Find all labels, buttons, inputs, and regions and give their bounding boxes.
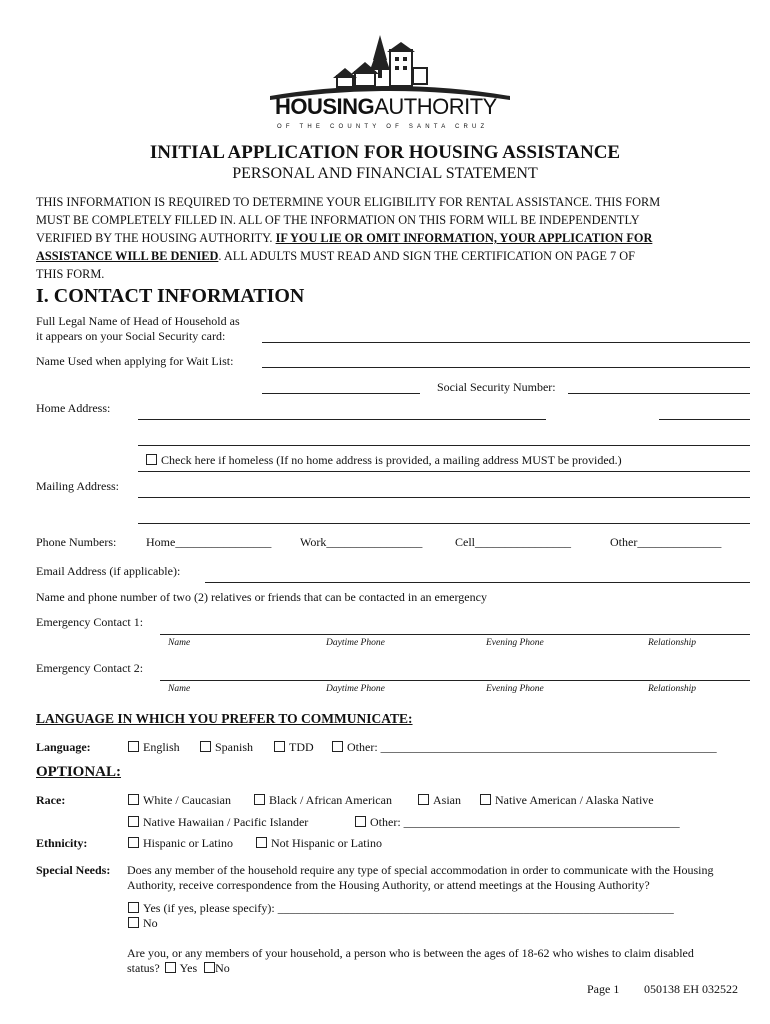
page-title: INITIAL APPLICATION FOR HOUSING ASSISTANCE: [149, 142, 621, 163]
ec1-col-evening: Evening Phone: [486, 638, 544, 648]
special-needs-question-1: Does any member of the household require any type of special accommodation in order to communicate with the Housing: [127, 863, 714, 877]
language-heading: LANGUAGE IN WHICH YOU PREFER TO COMMUNICATE:: [36, 711, 413, 726]
home-phone-field[interactable]: Home________________: [146, 535, 272, 549]
mailing-address-line2-field[interactable]: [138, 523, 750, 524]
black-checkbox[interactable]: [254, 794, 265, 805]
intro-warning-2: ASSISTANCE WILL BE DENIED: [36, 249, 219, 263]
disabled-no-label: No: [215, 961, 230, 975]
tdd-label: TDD: [289, 740, 314, 754]
spanish-checkbox[interactable]: [200, 741, 211, 752]
intro-line-1: THIS INFORMATION IS REQUIRED TO DETERMINE YOUR ELIGIBILITY FOR RENTAL ASSISTANCE. THIS FORM: [36, 195, 661, 209]
other-race-checkbox[interactable]: [355, 816, 366, 827]
special-no-label: No: [143, 916, 158, 930]
intro-line-2: MUST BE COMPLETELY FILLED IN. ALL OF THE INFORMATION ON THIS FORM WILL BE INDEPENDENTLY: [36, 213, 640, 227]
disabled-question-2: status?: [127, 961, 160, 975]
homeless-checkbox[interactable]: [146, 454, 157, 465]
not-hispanic-label: Not Hispanic or Latino: [271, 836, 382, 850]
legal-name-label-2: it appears on your Social Security card:: [36, 329, 226, 343]
ec2-col-daytime: Daytime Phone: [326, 684, 385, 694]
homeless-label: Check here if homeless (If no home address is provided, a mailing address MUST be provided.): [161, 453, 622, 467]
hawaiian-checkbox[interactable]: [128, 816, 139, 827]
homeless-line: [138, 471, 750, 472]
other-phone-field[interactable]: Other______________: [610, 535, 722, 549]
tdd-checkbox[interactable]: [274, 741, 285, 752]
ec2-col-relationship: Relationship: [648, 684, 697, 694]
hawaiian-label: Native Hawaiian / Pacific Islander: [143, 815, 309, 829]
ec1-col-relationship: Relationship: [648, 638, 697, 648]
optional-heading: OPTIONAL:: [36, 764, 122, 780]
waitlist-name-label: Name Used when applying for Wait List:: [36, 354, 234, 368]
not-hispanic-checkbox[interactable]: [256, 837, 267, 848]
intro-line-5: THIS FORM.: [36, 267, 105, 281]
intro-warning-1: IF YOU LIE OR OMIT INFORMATION, YOUR APPLICATION FOR: [275, 231, 653, 245]
ec1-col-name: Name: [168, 638, 191, 648]
ssn-field[interactable]: [568, 393, 750, 394]
emergency-contact-1-label: Emergency Contact 1:: [36, 615, 144, 629]
home-address-line2-field[interactable]: [138, 445, 750, 446]
mailing-address-label: Mailing Address:: [36, 479, 119, 493]
white-checkbox[interactable]: [128, 794, 139, 805]
special-yes-checkbox[interactable]: [128, 902, 139, 913]
white-label: White / Caucasian: [143, 793, 231, 807]
extra-name-field[interactable]: [262, 393, 420, 394]
legal-name-field[interactable]: [262, 342, 750, 343]
work-phone-field[interactable]: Work________________: [300, 535, 423, 549]
ec1-col-daytime: Daytime Phone: [326, 638, 385, 648]
ec2-col-evening: Evening Phone: [486, 684, 544, 694]
section-heading-contact: I. CONTACT INFORMATION: [36, 285, 305, 307]
page-subtitle: PERSONAL AND FINANCIAL STATEMENT: [232, 165, 538, 182]
intro-paragraph: [36, 193, 748, 283]
phone-numbers-label: Phone Numbers:: [36, 535, 117, 549]
logo-subtitle: OF THE COUNTY OF SANTA CRUZ: [277, 124, 489, 130]
intro-line-3a: VERIFIED BY THE HOUSING AUTHORITY.: [36, 231, 276, 245]
waitlist-name-field[interactable]: [262, 367, 750, 368]
emergency-contact-2-field[interactable]: [160, 680, 750, 681]
home-address-label: Home Address:: [36, 401, 111, 415]
race-label: Race:: [36, 793, 66, 807]
email-label: Email Address (if applicable):: [36, 564, 181, 578]
disabled-no-checkbox[interactable]: [204, 962, 215, 973]
intro-line-4b: . ALL ADULTS MUST READ AND SIGN THE CERTIFICATION ON PAGE 7 OF: [218, 249, 635, 263]
hispanic-label: Hispanic or Latino: [143, 836, 233, 850]
spanish-label: Spanish: [215, 740, 254, 754]
mailing-address-field[interactable]: [138, 497, 750, 498]
page-number: Page 1: [587, 982, 620, 996]
language-label: Language:: [36, 740, 91, 754]
housing-authority-logo: [255, 30, 525, 135]
ec2-col-name: Name: [168, 684, 191, 694]
disabled-question-1: Are you, or any members of your household, a person who is between the ages of 18-62 who wishes to claim disabled: [127, 946, 694, 960]
home-address-field[interactable]: [138, 419, 546, 420]
special-needs-question-2: Authority, receive correspondence from the Housing Authority, or attend meetings at the Housing Authority?: [127, 878, 650, 892]
asian-label: Asian: [433, 793, 461, 807]
relatives-instruction: Name and phone number of two (2) relatives or friends that can be contacted in an emergency: [36, 590, 487, 604]
english-label: English: [143, 740, 180, 754]
emergency-contact-2-label: Emergency Contact 2:: [36, 661, 144, 675]
email-field[interactable]: [205, 582, 750, 583]
hispanic-checkbox[interactable]: [128, 837, 139, 848]
emergency-contact-1-field[interactable]: [160, 634, 750, 635]
native-american-label: Native American / Alaska Native: [495, 793, 654, 807]
special-no-checkbox[interactable]: [128, 917, 139, 928]
home-address-unit-field[interactable]: [659, 419, 750, 420]
cell-phone-field[interactable]: Cell________________: [455, 535, 571, 549]
legal-name-label-1: Full Legal Name of Head of Household as: [36, 314, 240, 328]
other-race-field[interactable]: Other: ______________________________________________: [370, 815, 680, 829]
ethnicity-label: Ethnicity:: [36, 836, 88, 850]
logo-word-housing: HOUSING: [275, 94, 375, 119]
form-code: 050138 EH 032522: [644, 982, 738, 996]
black-label: Black / African American: [269, 793, 392, 807]
other-language-field[interactable]: Other: ________________________________________________________: [347, 740, 717, 754]
native-american-checkbox[interactable]: [480, 794, 491, 805]
skyline-icon: [255, 30, 525, 100]
disabled-yes-label: Yes: [179, 961, 198, 975]
asian-checkbox[interactable]: [418, 794, 429, 805]
ssn-label: Social Security Number:: [437, 380, 556, 394]
other-language-checkbox[interactable]: [332, 741, 343, 752]
special-yes-specify-field[interactable]: Yes (if yes, please specify): __________________________________________________________________: [143, 901, 674, 915]
special-needs-label: Special Needs:: [36, 863, 111, 877]
disabled-yes-checkbox[interactable]: [165, 962, 176, 973]
english-checkbox[interactable]: [128, 741, 139, 752]
logo-word-authority: AUTHORITY: [374, 94, 497, 119]
